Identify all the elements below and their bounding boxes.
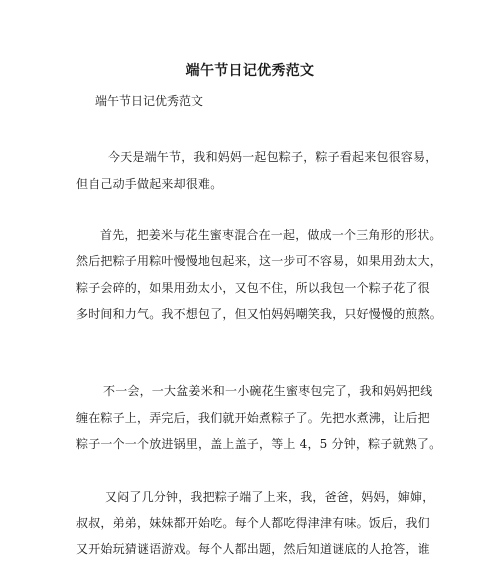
document-subtitle: 端午节日记优秀范文	[95, 94, 204, 108]
paragraph-line: 缠在粽子上，弄完后，我们就开始煮粽子了。先把水煮沸，让后把	[76, 411, 430, 425]
document-title: 端午节日记优秀范文	[185, 63, 315, 79]
paragraph-line: 又开始玩猜谜语游戏。每个人都出题，然后知道谜底的人抢答，谁	[76, 542, 430, 556]
paragraph-line: 粽子会碎的，如果用劲太小，又包不住，所以我包一个粽子花了很	[76, 281, 430, 295]
paragraph-line: 又闷了几分钟，我把粽子端了上来，我，爸爸，妈妈，婶婶，	[105, 490, 435, 504]
paragraph-line: 叔叔，弟弟，妹妹都开始吃。每个人都吃得津津有味。饭后，我们	[76, 516, 430, 530]
paragraph-line: 但自己动手做起来却很难。	[76, 177, 223, 191]
paragraph-line: 首先，把姜米与花生蜜枣混合在一起，做成一个三角形的形状。	[100, 228, 442, 242]
paragraph-line: 然后把粽子用粽叶慢慢地包起来，这一步可不容易，如果用劲太大，	[76, 254, 443, 268]
paragraph-line: 多时间和力气。我不想包了，但又怕妈妈嘲笑我，只好慢慢的煎熬。	[76, 307, 443, 321]
paragraph-line: 今天是端午节，我和妈妈一起包粽子，粽子看起来包很容易，	[108, 150, 438, 164]
paragraph-line: 粽子一个一个放进锅里，盖上盖子，等上 4，5 分钟，粽子就熟了。	[76, 437, 442, 451]
paragraph-line: 不一会，一大盆姜米和一小碗花生蜜枣包完了，我和妈妈把线	[103, 384, 433, 398]
